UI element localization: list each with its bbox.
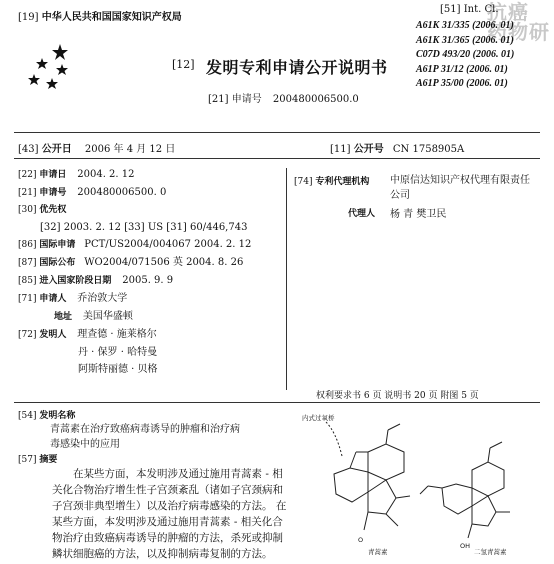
watermark: 抗癌 药物研: [487, 0, 550, 44]
ipc-item: A61K 31/335 (2006. 01): [416, 20, 514, 31]
header-app-number: [21] 申请号 200480006500.0: [208, 94, 359, 105]
mol2-ring-a: [472, 462, 504, 496]
agents: 杨 青 樊卫民: [390, 209, 447, 220]
mol1-ring-a: [368, 444, 404, 480]
code-12: [12]: [172, 58, 195, 71]
priority-line: [32] 2003. 2. 12 [33] US [31] 60/446,743: [40, 222, 248, 233]
ipc-item: A61K 31/365 (2006. 01): [416, 34, 514, 46]
abstract-text: 在某些方面，本发明涉及通过施用青蒿素 - 相关化合物治疗增生性子宫颈紊乱（诸如子宫颈病和子宫颈非典型增生）以及治疗病毒感染的方法。 在某些方面，本发明涉及通过施用青蒿素 - 相关化合物治疗由致癌病毒诱导的肿瘤的方法，杀死或抑制鳞状细胞癌的方法，以及抑制病毒复制的方法。: [52, 468, 287, 560]
mol1-ring-b: [334, 468, 368, 502]
agency-name: 中原信达知识产权代理有限责任 公司: [390, 175, 530, 201]
divider: [14, 132, 540, 133]
office-name: 中华人民共和国国家知识产权局: [41, 12, 182, 23]
code-51: [51] Int. Cl.: [440, 4, 499, 15]
publication-number: [11] 公开号 CN 1758905A: [330, 144, 465, 155]
invention-title: 青蒿素在治疗致癌病毒诱导的肿瘤和治疗病 毒感染中的应用: [50, 424, 240, 450]
ipc-list: [416, 19, 514, 92]
office-emblem: [22, 38, 72, 98]
figure-caption-top: 内式过氧桥: [302, 414, 335, 422]
agency-row: [74] 专利代理机构: [294, 177, 370, 187]
publication-date: [43] 公开日 2006 年 4 月 12 日: [18, 144, 176, 155]
abstract-label: [57] 摘要: [18, 455, 58, 465]
office-line: [19] 中华人民共和国国家知识产权局: [18, 12, 182, 23]
mol2-ring-c: [472, 496, 496, 526]
agent-label: 代理人: [348, 209, 376, 219]
chemical-structures-figure: [296, 408, 540, 560]
mol1-o-label: O: [358, 536, 364, 544]
mol1-name: 青蒿素: [368, 548, 388, 556]
mol2-oh-label: OH: [460, 542, 471, 550]
document-type: 发明专利申请公开说明书: [206, 58, 388, 77]
page-counts: 权利要求书 6 页 说明书 20 页 附图 5 页: [316, 391, 479, 401]
bibliographic-data: [22] 申请日 2004. 2. 12 [21] 申请号 200480006500. 0 [30] 优先权 [32] 2003. 2. 12 [33] US [31] 60/446,743 [86] 国际申请 PCT/US2004/004067 2004. 2. 12 [87] 国际公布 WO2004/071506 英 2004. 8. 26 [85] 进入国家阶段日期 2005. 9. 9 [71] 申请人 乔治敦大学 地址 美国华盛顿 [72] 发明人 理查德 · 施莱格尔 丹 · 保罗 · 哈特曼 阿斯特丽德 · 贝格: [18, 169, 252, 375]
ipc-item: C07D 493/20 (2006. 01): [416, 49, 515, 61]
mol2-name: 二氢青蒿素: [474, 548, 507, 556]
ipc-item: A61P 31/12 (2006. 01): [416, 63, 508, 75]
column-divider: [286, 168, 287, 390]
mol2-ring-b: [442, 484, 472, 514]
divider: [14, 402, 540, 403]
ipc-item: A61P 35/00 (2006. 01): [416, 78, 508, 90]
invention-title-label: [54] 发明名称: [18, 411, 76, 421]
divider: [14, 158, 540, 159]
mol1-ring-c: [368, 480, 396, 514]
